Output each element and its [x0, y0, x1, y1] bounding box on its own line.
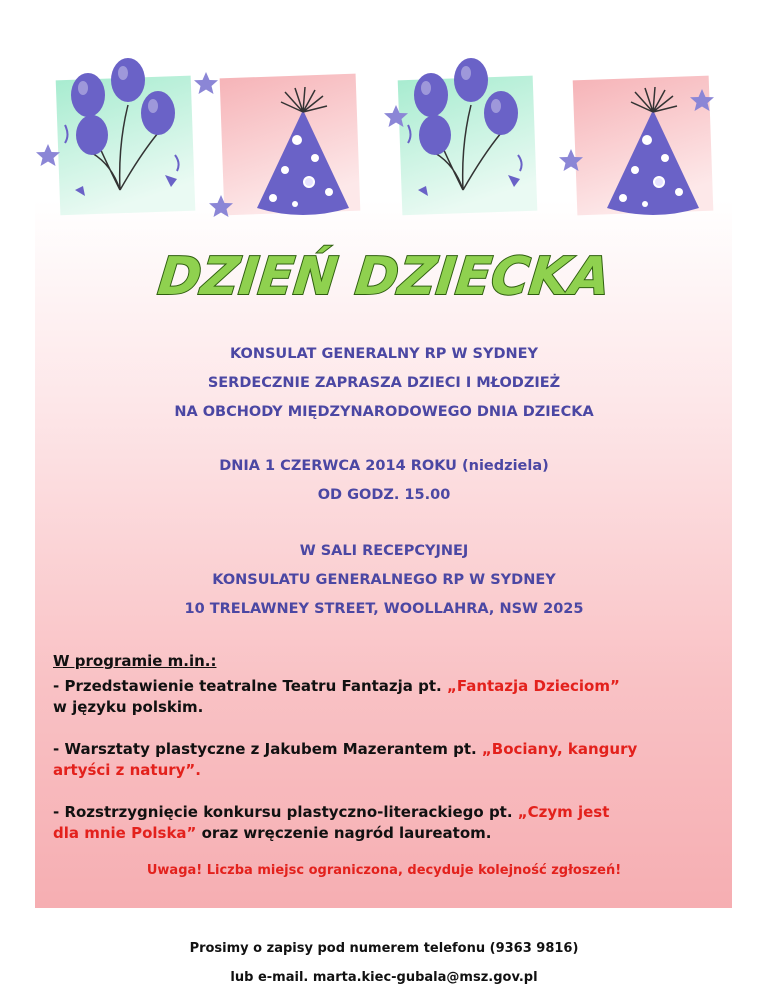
program-item-3-text: - Rozstrzygnięcie konkursu plastyczno-literackiego pt.: [53, 803, 518, 821]
venue-line-2: KONSULATU GENERALNEGO RP W SYDNEY: [212, 572, 556, 588]
title-text: DZIEŃ DZIECKA: [155, 247, 614, 307]
date-line: DNIA 1 CZERWCA 2014 ROKU (niedziela): [219, 458, 549, 474]
footer-phone-line: Prosimy o zapisy pod numerem telefonu (9363 9816): [189, 941, 579, 956]
program-item-1: [53, 676, 713, 718]
invitation-line-1: KONSULAT GENERALNY RP W SYDNEY: [229, 346, 539, 362]
venue-line-1: W SALI RECEPCYJNEJ: [299, 543, 469, 559]
page-title: [0, 240, 768, 312]
program-item-2-title-a: „Bociany, kangury: [481, 740, 638, 758]
program-item-3-title-b: dla mnie Polska”: [53, 824, 197, 842]
footer-email-line[interactable]: lub e-mail. marta.kiec-gubala@msz.gov.pl: [230, 970, 538, 985]
date-block: [0, 452, 768, 510]
time-line: OD GODZ. 15.00: [317, 487, 451, 503]
program-item-3: [53, 802, 713, 844]
invitation-line-3: NA OBCHODY MIĘDZYNARODOWEGO DNIA DZIECKA: [174, 404, 594, 420]
venue-block: [0, 537, 768, 624]
venue-address: 10 TRELAWNEY STREET, WOOLLAHRA, NSW 2025: [184, 601, 584, 617]
program-item-2-title-b: artyści z natury”.: [53, 761, 201, 779]
program-item-1-text: - Przedstawienie teatralne Teatru Fantazja pt.: [53, 677, 447, 695]
program-item-2-text: - Warsztaty plastyczne z Jakubem Mazerantem pt.: [53, 740, 482, 758]
program-section: [53, 651, 713, 844]
program-heading: W programie m.in.:: [53, 652, 217, 670]
footer: [0, 934, 768, 992]
program-item-3-tail: oraz wręczenie nagród laureatom.: [196, 824, 492, 842]
program-item-3-title-a: „Czym jest: [517, 803, 610, 821]
program-item-2: [53, 739, 713, 781]
invitation-block: [0, 340, 768, 427]
capacity-note: Uwaga! Liczba miejsc ograniczona, decyduje kolejność zgłoszeń!: [146, 863, 622, 878]
star-icon: [36, 144, 60, 166]
program-item-1-title: „Fantazja Dzieciom”: [446, 677, 620, 695]
invitation-line-2: SERDECZNIE ZAPRASZA DZIECI I MŁODZIEŻ: [207, 375, 561, 391]
program-item-1-tail: w języku polskim.: [53, 698, 204, 716]
party-decorations: [0, 0, 768, 230]
star-icon: [194, 72, 218, 94]
